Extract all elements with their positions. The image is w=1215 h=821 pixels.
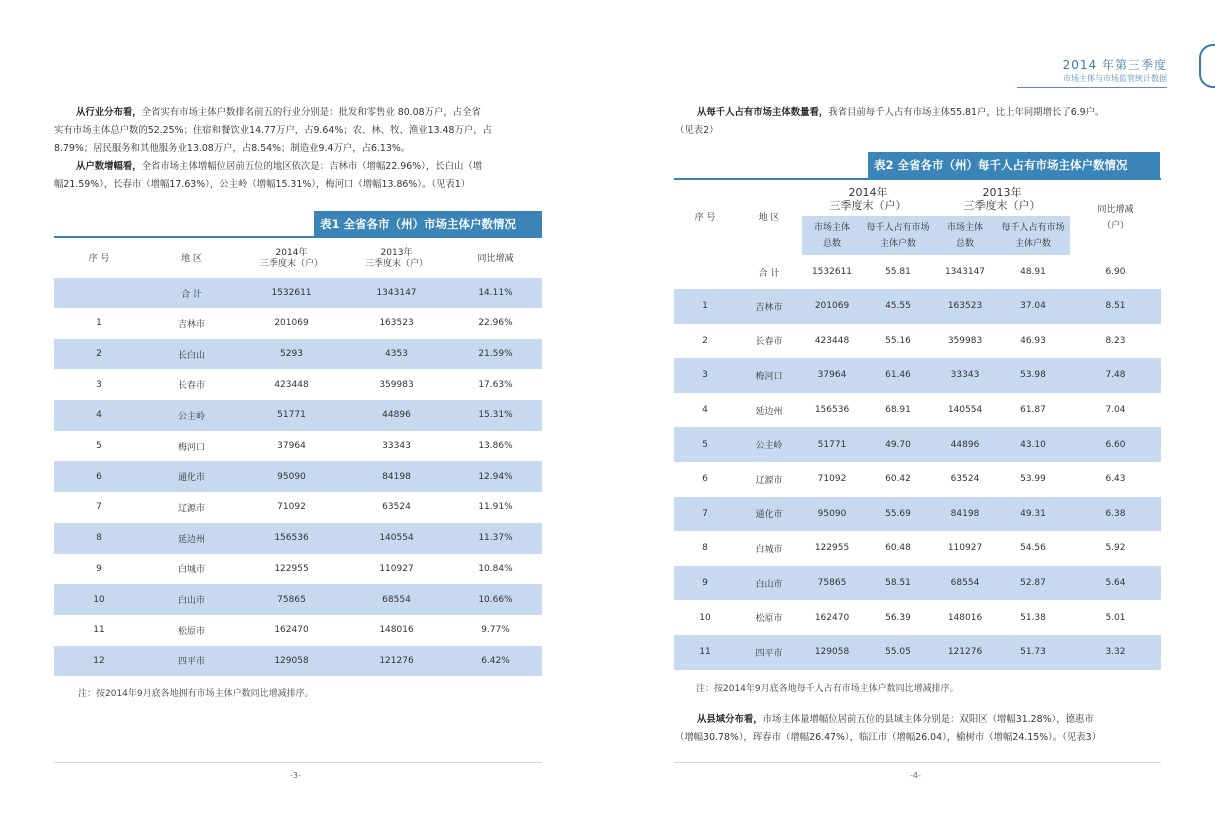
table1 (54, 240, 542, 676)
table-row: 6 辽源市 71092 60.42 63524 53.99 6.43 (702, 474, 1126, 486)
table-row: 8 白城市 122955 60.48 110927 54.56 5.92 (702, 543, 1126, 555)
col-header-2013: 2013年 三季度末（户） (364, 248, 428, 269)
table-row: 2 长春市 423448 55.16 359983 46.93 8.23 (702, 335, 1126, 348)
table-row: 3 长春市 423448 359983 17.63% (96, 379, 513, 392)
table-row: 合 计 1532611 55.81 1343147 48.91 6.90 (758, 267, 1126, 279)
table2 (674, 182, 1161, 670)
table-row: 6 通化市 95090 84198 12.94% (54, 461, 542, 492)
col-header-no: 序 号 (694, 213, 716, 223)
page-tab-icon (1199, 44, 1215, 88)
paragraph-county: 从县域分布看，市场主体量增幅位居前五位的县域主体分别是：双阳区（增幅31.28%），德惠市 （增幅30.78%），珲春市（增幅26.47%），临江市（增幅26.04），榆树市（增幅24.15%）。（见表3） (675, 714, 1101, 743)
table-row: 11 四平市 129058 55.05 121276 51.73 3.32 (674, 635, 1161, 670)
right-page (600, 0, 1215, 821)
table-row: 2 长白山 5293 4353 21.59% (54, 339, 542, 370)
col-header-total-2013: 市场主体 总数 (934, 216, 996, 255)
header-subtitle: 市场主体与市场监管统计数据 (1063, 74, 1167, 83)
col-header-region: 地 区 (181, 253, 202, 264)
header-rule (1017, 87, 1167, 88)
table-row: 10 白山市 75865 68554 10.66% (54, 584, 542, 615)
col-header-2014: 2014年 三季度末（户） (259, 248, 323, 269)
table-row: 5 公主岭 51771 49.70 44896 43.10 6.60 (674, 427, 1161, 462)
paragraph-growth: 从户数增幅看，全省市场主体增幅位居前五位的地区依次是：吉林市（增幅22.96%），长白山（增 幅21.59%），长春市（增幅17.63%），公主岭（增幅15.31%），梅河口（增幅13.86%）。（见表1） (54, 161, 483, 190)
table-row: 3 梅河口 37964 61.46 33343 53.98 7.48 (674, 358, 1161, 393)
table2-note: 注：按2014年9月底各地每千人占有市场主体户数同比增减排序。 (696, 684, 959, 694)
paragraph-per-thousand: 从每千人占有市场主体数量看，我省目前每千人占有市场主体55.81户，比上年同期增长了6.9户。 （见表2） (675, 107, 1105, 136)
table-row: 4 延边州 156536 68.91 140554 61.87 7.04 (702, 405, 1126, 417)
table-row: 9 白山市 75865 58.51 68554 52.87 5.64 (674, 566, 1161, 601)
table-row: 1 吉林市 201069 45.55 163523 37.04 8.51 (674, 289, 1161, 324)
col-header-total-2014: 市场主体 总数 (802, 216, 862, 255)
table-row: 7 通化市 95090 55.69 84198 49.31 6.38 (674, 497, 1161, 532)
page-number: -4- (910, 771, 921, 780)
page-number: -3- (290, 771, 301, 780)
table2-header-row (674, 182, 1161, 216)
table-row: 11 松原市 162470 148016 9.77% (93, 625, 510, 637)
table-row: 4 公主岭 51771 44896 15.31% (54, 400, 542, 431)
col-header-no: 序 号 (88, 253, 110, 264)
table-row: 5 梅河口 37964 33343 13.86% (96, 441, 513, 453)
table1-header-row (54, 240, 542, 278)
footer-rule (674, 762, 1161, 763)
table1-note: 注：按2014年9月底各地拥有市场主体户数同比增减排序。 (78, 689, 314, 699)
table-row: 10 松原市 162470 56.39 148016 51.38 5.01 (699, 612, 1126, 625)
table-row: 9 白城市 122955 110927 10.84% (96, 563, 513, 576)
table-row: 1 吉林市 201069 163523 22.96% (96, 318, 513, 330)
col-header-region: 地 区 (758, 213, 780, 223)
table2-title: 表2 全省各市（州）每千人占有市场主体户数情况 (868, 152, 1160, 178)
col-header-per-2013: 每千人占有市场 主体户数 (996, 216, 1070, 255)
table-row: 合 计 1532611 1343147 14.11% (54, 278, 542, 308)
header-title: 2014 年第三季度 (1062, 58, 1167, 72)
table-row: 8 延边州 156536 140554 11.37% (54, 523, 542, 554)
table-row: 12 四平市 129058 121276 6.42% (54, 646, 542, 677)
left-page (0, 0, 600, 821)
table-row: 7 辽源市 71092 63524 11.91% (96, 502, 513, 514)
col-header-per-2014: 每千人占有市场 主体户数 (862, 216, 934, 255)
footer-rule (54, 762, 542, 763)
col-header-yoy: 同比增减 （户） (1097, 205, 1134, 231)
col-header-2013: 2013年 三季度末（户） (963, 186, 1041, 212)
col-header-2014: 2014年 三季度末（户） (829, 186, 907, 212)
table1-title: 表1 全省各市（州）市场主体户数情况 (314, 211, 542, 237)
table-title-rule (674, 178, 1161, 180)
paragraph-industry: 从行业分布看，全省实有市场主体户数排名前五的行业分别是：批发和零售业 80.08万户，占全省 实有市场主体总户数的52.25%；住宿和餐饮业14.77万户，占9.64%；农、林、牧、渔业13.48万户，占 8.79%；居民服务和其他服务业13.08万户，占8.54%；制造业9.4万户，占6.13%。 (54, 107, 492, 154)
col-header-yoy: 同比增减 (477, 253, 514, 264)
